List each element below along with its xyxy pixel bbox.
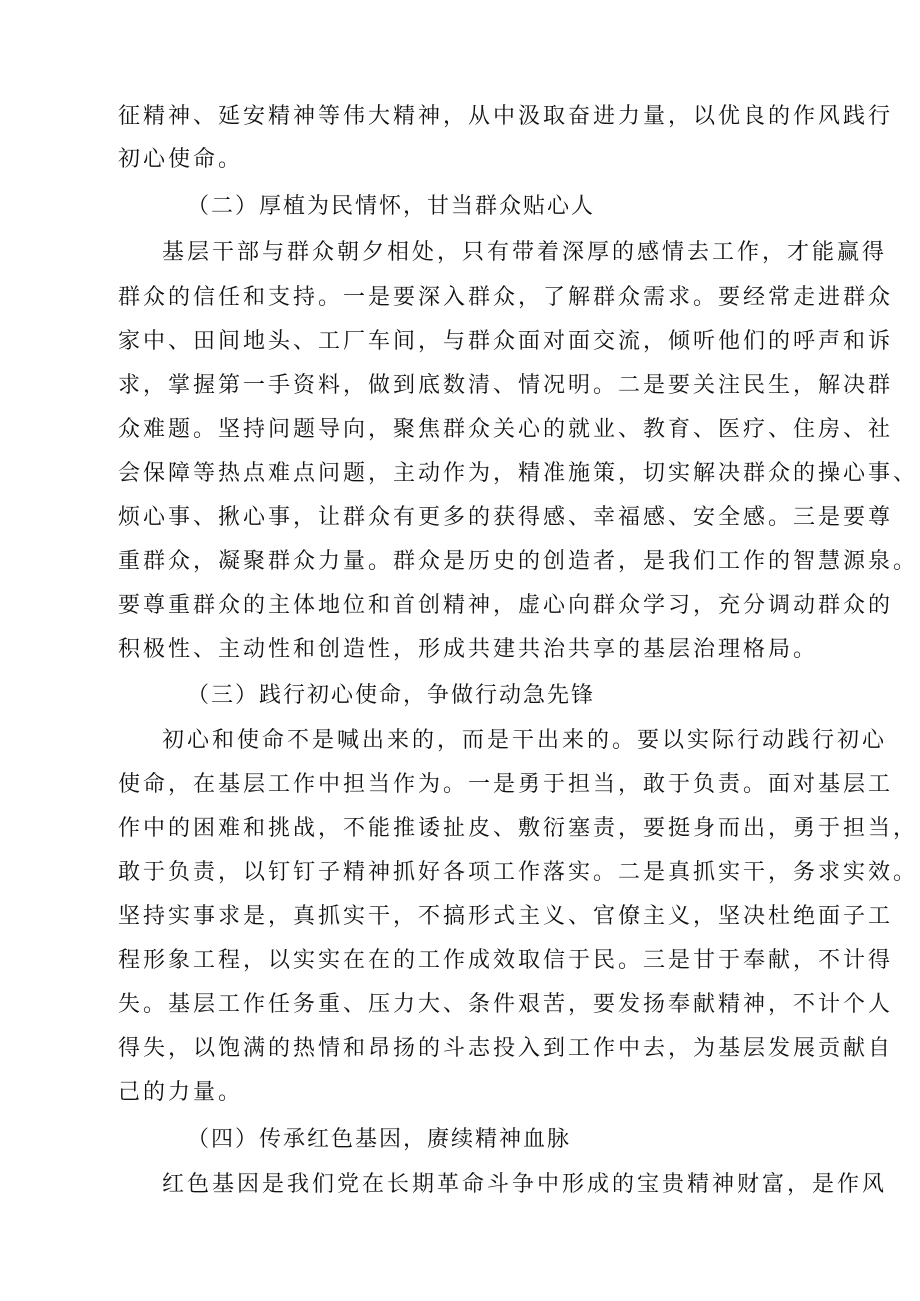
line-text: 得失，以饱满的热情和昂扬的斗志投入到工作中去，为基层发展贡献自	[118, 1036, 894, 1061]
line-text: 基层干部与群众朝夕相处，只有带着深厚的感情去工作，才能赢得	[162, 240, 888, 265]
paragraph-line	[0, 809, 920, 849]
paragraph-line	[0, 1165, 920, 1205]
paragraph-line	[0, 140, 920, 180]
paragraph-line	[0, 278, 920, 318]
paragraph-line	[0, 985, 920, 1025]
line-text: 失。基层工作任务重、压力大、条件艰苦，要发扬奉献精神，不计个人	[118, 992, 894, 1017]
paragraph-line	[0, 366, 920, 406]
paragraph-line	[0, 586, 920, 626]
line-text: 使命，在基层工作中担当作为。一是勇于担当，敢于负责。面对基层工	[118, 772, 894, 797]
line-text: 积极性、主动性和创造性，形成共建共治共享的基层治理格局。	[118, 637, 819, 662]
line-text: 作中的困难和挑战，不能推诿扯皮、敷衍塞责，要挺身而出，勇于担当，	[118, 816, 919, 841]
paragraph-line	[0, 233, 920, 273]
line-text: 会保障等热点难点问题，主动作为，精准施策，切实解决群众的操心事、	[118, 461, 919, 486]
section-heading-3	[0, 676, 920, 716]
line-text: 己的力量。	[118, 1080, 244, 1105]
paragraph-line	[0, 1029, 920, 1069]
line-text: 程形象工程，以实实在在的工作成效取信于民。三是甘于奉献，不计得	[118, 948, 894, 973]
paragraph-line	[0, 498, 920, 538]
line-text: 重群众，凝聚群众力量。群众是历史的创造者，是我们工作的智慧源泉。	[118, 549, 919, 574]
line-text: 要尊重群众的主体地位和首创精神，虚心向群众学习，充分调动群众的	[118, 593, 894, 618]
section-heading-2	[0, 187, 920, 227]
line-text: 初心使命。	[118, 147, 244, 172]
paragraph-line	[0, 630, 920, 670]
section-heading-4	[0, 1120, 920, 1160]
paragraph-line	[0, 322, 920, 362]
line-text: 烦心事、揪心事，让群众有更多的获得感、幸福感、安全感。三是要尊	[118, 505, 894, 530]
paragraph-line	[0, 721, 920, 761]
line-text: 初心和使命不是喊出来的，而是干出来的。要以实际行动践行初心	[162, 728, 888, 753]
line-text: 家中、田间地头、工厂车间，与群众面对面交流，倾听他们的呼声和诉	[118, 329, 894, 354]
paragraph-line	[0, 765, 920, 805]
line-text: 敢于负责，以钉钉子精神抓好各项工作落实。二是真抓实干，务求实效。	[118, 860, 919, 885]
line-text: 群众的信任和支持。一是要深入群众，了解群众需求。要经常走进群众	[118, 285, 894, 310]
heading-text: （二）厚植为民情怀，甘当群众贴心人	[187, 194, 596, 219]
line-text: 坚持实事求是，真抓实干，不搞形式主义、官僚主义，坚决杜绝面子工	[118, 904, 894, 929]
line-text: 求，掌握第一手资料，做到底数清、情况明。二是要关注民生，解决群	[118, 373, 894, 398]
paragraph-line	[0, 897, 920, 937]
paragraph-line	[0, 97, 920, 137]
line-text: 红色基因是我们党在长期革命斗争中形成的宝贵精神财富，是作风	[162, 1172, 888, 1197]
paragraph-line	[0, 454, 920, 494]
heading-text: （三）践行初心使命，争做行动急先锋	[187, 683, 596, 708]
paragraph-line	[0, 853, 920, 893]
paragraph-line	[0, 1073, 920, 1113]
heading-text: （四）传承红色基因，赓续精神血脉	[187, 1127, 572, 1152]
line-text: 征精神、延安精神等伟大精神，从中汲取奋进力量，以优良的作风践行	[118, 104, 894, 129]
line-text: 众难题。坚持问题导向，聚焦群众关心的就业、教育、医疗、住房、社	[118, 417, 894, 442]
paragraph-line	[0, 410, 920, 450]
paragraph-line	[0, 542, 920, 582]
paragraph-line	[0, 941, 920, 981]
